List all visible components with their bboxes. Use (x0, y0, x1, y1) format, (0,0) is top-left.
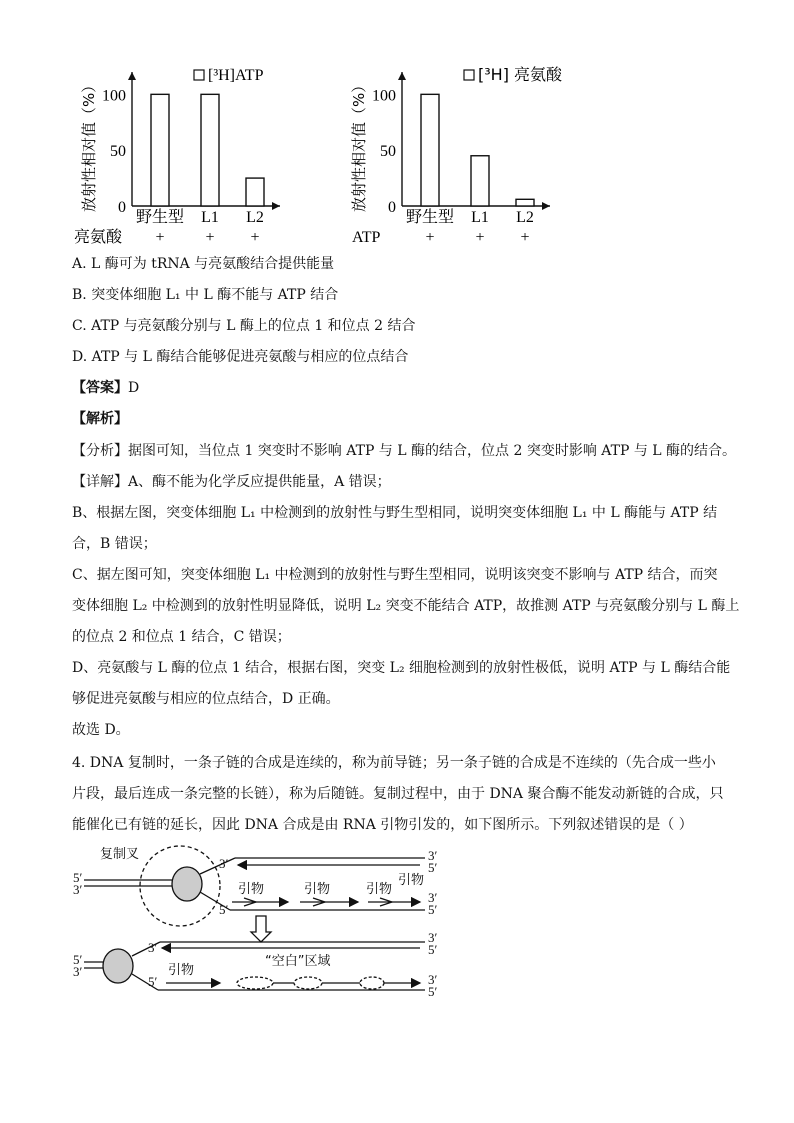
legend-swatch (194, 70, 204, 80)
chart-atp (70, 62, 310, 248)
y-axis-arrow (128, 72, 136, 80)
option-c: C. ATP 与亮氨酸分别与 L 酶上的位点 1 和位点 2 结合 (72, 318, 416, 334)
y-tick-label: 100 (372, 87, 396, 105)
primer-label: 引物 (168, 963, 195, 978)
dna-replication-diagram (70, 840, 460, 1005)
analysis-line: 【分析】据图可知，当位点 1 突变时不影响 ATP 与 L 酶的结合，位点 2 突变时影响 ATP 与 L 酶的结合。 (72, 443, 737, 459)
option-a: A. L 酶可为 tRNA 与亮氨酸结合提供能量 (72, 256, 335, 272)
end-label: 3′ (148, 940, 158, 955)
question-4-line: 能催化已有链的延长，因此 DNA 合成是由 RNA 引物引发的，如下图所示。下列叙述错误的是（ ） (72, 817, 693, 833)
analysis-line: 够促进亮氨酸与相应的位点结合，D 正确。 (72, 691, 340, 707)
y-tick-label: 0 (118, 199, 126, 216)
end-label: 3′ (428, 848, 438, 863)
chart-leucine (340, 62, 580, 248)
row-mark: + (205, 229, 215, 246)
gap-label: “空白”区域 (265, 954, 331, 969)
answer (72, 378, 139, 398)
end-label: 5′ (73, 952, 83, 967)
answer-value: D (128, 380, 140, 396)
analysis-line: B、根据左图，突变体细胞 L₁ 中检测到的放射性与野生型相同，说明突变体细胞 L₁ 中 L 酶能与 ATP 结 (72, 505, 718, 521)
primer-label: 引物 (366, 882, 393, 897)
x-tick-label: 野生型 (405, 207, 455, 226)
end-label: 3′ (219, 856, 229, 871)
analysis-line: 合，B 错误； (72, 536, 157, 552)
primer-label: 引物 (398, 873, 425, 888)
end-label: 5′ (428, 902, 438, 917)
y-axis-arrow (398, 72, 406, 80)
option-d: D. ATP 与 L 酶结合能够促进亮氨酸与相应的位点结合 (72, 349, 409, 365)
analysis-line: 变体细胞 L₂ 中检测到的放射性明显降低，说明 L₂ 突变不能结合 ATP，故推测 ATP 与亮氨酸分别与 L 酶上 (72, 598, 740, 614)
end-label: 3′ (73, 964, 83, 979)
y-axis-label: 放射性相对值（%） (350, 77, 368, 212)
row-label: 亮氨酸 (74, 227, 123, 246)
bar (201, 94, 219, 206)
legend-label: [³H]ATP (208, 67, 264, 84)
option-b: B. 突变体细胞 L₁ 中 L 酶不能与 ATP 结合 (72, 287, 339, 303)
end-label: 5′ (428, 984, 438, 999)
y-tick-label: 0 (388, 199, 396, 216)
row-label: ATP (352, 229, 381, 246)
analysis-line: 【详解】A、酶不能为化学反应提供能量，A 错误； (72, 474, 391, 490)
row-mark: + (520, 229, 530, 246)
x-axis-arrow (542, 202, 550, 210)
y-tick-label: 100 (102, 87, 126, 105)
end-label: 5′ (148, 974, 158, 989)
y-axis-label: 放射性相对值（%） (80, 77, 98, 212)
legend-label: [³H] 亮氨酸 (478, 65, 563, 84)
bar (471, 156, 489, 206)
question-4-line: 片段，最后连成一条完整的长链），称为后随链。复制过程中，由于 DNA 聚合酶不能发动新链的合成，只 (72, 786, 724, 802)
end-label: 5′ (428, 860, 438, 875)
row-mark: + (155, 229, 165, 246)
analysis-label: 【解析】 (72, 411, 128, 427)
primer-label: 引物 (238, 882, 265, 897)
analysis-line: 故选 D。 (72, 722, 130, 738)
end-label: 5′ (428, 942, 438, 957)
bar (421, 94, 439, 206)
analysis-line: 的位点 2 和位点 1 结合，C 错误； (72, 629, 291, 645)
fork-label: 复制叉 (100, 847, 140, 862)
analysis-line: C、据左图可知，突变体细胞 L₁ 中检测到的放射性与野生型相同，说明该突变不影响与 ATP 结合，而突 (72, 567, 718, 583)
end-label: 3′ (428, 890, 438, 905)
x-tick-label: 野生型 (135, 207, 185, 226)
end-label: 5′ (73, 870, 83, 885)
primer-label: 引物 (304, 882, 331, 897)
legend-swatch (464, 70, 474, 80)
row-mark: + (250, 229, 260, 246)
x-tick-label: L2 (516, 209, 534, 226)
x-tick-label: L1 (471, 209, 489, 226)
y-tick-label: 50 (380, 143, 396, 161)
end-label: 3′ (428, 930, 438, 945)
bar (246, 178, 264, 206)
answer-label: 【答案】 (72, 380, 128, 396)
end-label: 3′ (428, 972, 438, 987)
analysis-line: D、亮氨酸与 L 酶的位点 1 结合，根据右图，突变 L₂ 细胞检测到的放射性极低，说明 ATP 与 L 酶结合能 (72, 660, 731, 676)
question-4-line: 4. DNA 复制时，一条子链的合成是连续的，称为前导链；另一条子链的合成是不连续的（先合成一些小 (72, 755, 716, 771)
end-label: 5′ (219, 902, 229, 917)
x-tick-label: L2 (246, 209, 264, 226)
bar (516, 199, 534, 206)
x-tick-label: L1 (201, 209, 219, 226)
end-label: 3′ (73, 882, 83, 897)
row-mark: + (475, 229, 485, 246)
y-tick-label: 50 (110, 143, 126, 161)
bar (151, 94, 169, 206)
x-axis-arrow (272, 202, 280, 210)
row-mark: + (425, 229, 435, 246)
